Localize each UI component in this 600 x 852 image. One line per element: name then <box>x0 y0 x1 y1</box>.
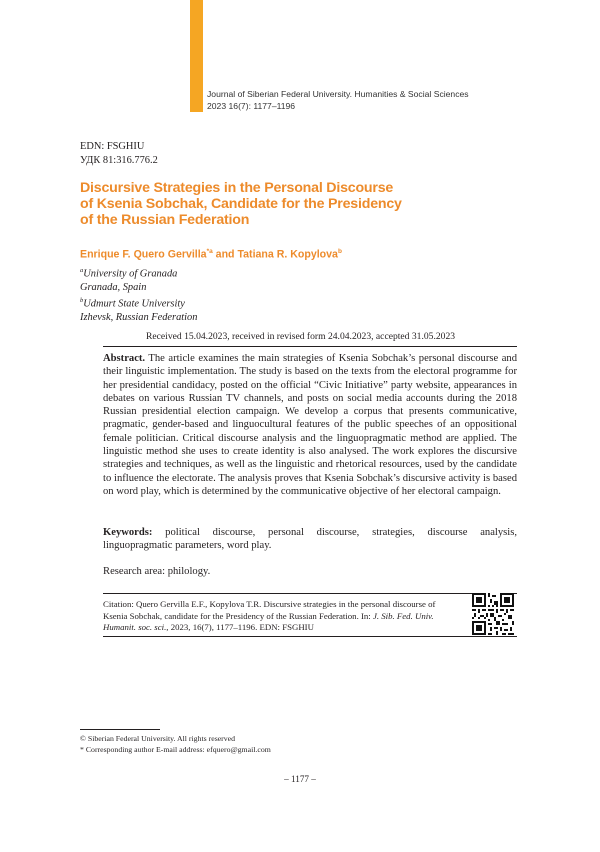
copyright-notice: © Siberian Federal University. All rights reserved <box>80 734 236 743</box>
author-name: Enrique F. Quero Gervilla <box>80 248 207 261</box>
received-dates: Received 15.04.2023, received in revised form 24.04.2023, accepted 31.05.2023 <box>146 331 456 342</box>
affiliation-a <box>80 264 197 281</box>
footnote-rule <box>80 729 160 730</box>
abstract-top-rule <box>103 346 517 347</box>
abstract-label: Abstract. <box>103 353 146 364</box>
header-accent-bar <box>190 0 203 112</box>
affiliation-institution: University of Granada <box>83 268 178 280</box>
abstract <box>103 352 517 498</box>
title-line: Discursive Strategies in the Personal Discourse <box>80 180 394 196</box>
affiliation-marker: a <box>80 267 84 274</box>
corresponding-author: * Corresponding author E-mail address: efquero@gmail.com <box>80 744 271 754</box>
title-line: of the Russian Federation <box>80 212 250 229</box>
udk-code: УДК 81:316.776.2 <box>80 154 158 166</box>
qr-code-icon <box>472 593 514 635</box>
edn-code: EDN: FSGHIU <box>80 141 145 152</box>
journal-header <box>207 89 469 112</box>
author-name: Tatiana R. Kopylova <box>237 248 338 261</box>
keywords-label: Keywords: <box>103 527 153 538</box>
citation <box>103 599 453 634</box>
journal-title: Journal of Siberian Federal University. Humanities & Social Sciences <box>207 89 469 99</box>
affiliation-b <box>80 294 197 311</box>
citation-top-rule <box>103 593 517 594</box>
affiliation-location: Granada, Spain <box>80 281 147 293</box>
keywords <box>103 526 517 553</box>
citation-journal: J. Sib. Fed. Univ. Humanit. soc. sci. <box>103 610 434 633</box>
keywords-text: political discourse, personal discourse, strategies, discourse analysis, linguopragmatic parameters, word play. <box>103 527 517 552</box>
article-title <box>80 180 440 229</box>
research-area: Research area: philology. <box>103 566 211 577</box>
citation-text: Citation: Quero Gervilla E.F., Kopylova T.R. Discursive strategies in the personal discourse of Ksenia Sobchak, candidate for the Presidency of the Russian Federation. In: <box>103 599 436 621</box>
footnotes <box>80 734 271 756</box>
author-superscript: b <box>337 248 342 255</box>
citation-text-end: , 2023, 16(7), 1177–1196. EDN: FSGHIU <box>166 622 314 633</box>
author-connector: and <box>212 248 238 261</box>
affiliation-institution: Udmurt State University <box>83 298 185 310</box>
journal-issue: 2023 16(7): 1177–1196 <box>207 100 296 111</box>
abstract-text: The article examines the main strategies of Ksenia Sobchak’s personal discourse and their linguistic implementation. The study is based on the texts from the electoral programme for her presidential candidacy, posted on the official “Civic Initiative” party website, appearances in debates on various Russian TV channels, and posts on social media accounts during the 2018 Russian presidential election campaign. We develop a corpus that presents communicative, pragmatic, gender-based and linguocultural features of the public speeches of an oppositional female politician. Critical discourse analysis and the linguopragmatic method are applied. The linguistic method she uses to create identity is also analysed. The work explores the discursive strategies and techniques, as well as the linguistic and rhetorical resources, used by the candidate to influence the electorate. The analysis proves that Ksenia Sobchak’s discursive activity is based on word play, which is determined by the communicative objective of her electoral campaign. <box>103 353 517 497</box>
affiliation-location: Izhevsk, Russian Federation <box>80 312 198 324</box>
author-superscript: *a <box>206 248 213 255</box>
affiliations <box>80 264 197 325</box>
page-number: – 1177 – <box>284 774 316 784</box>
affiliation-marker: b <box>80 297 84 305</box>
author-list <box>80 248 342 261</box>
title-line: of Ksenia Sobchak, Candidate for the Presidency <box>80 196 402 213</box>
citation-bottom-rule <box>103 636 517 637</box>
identifiers <box>80 140 158 167</box>
